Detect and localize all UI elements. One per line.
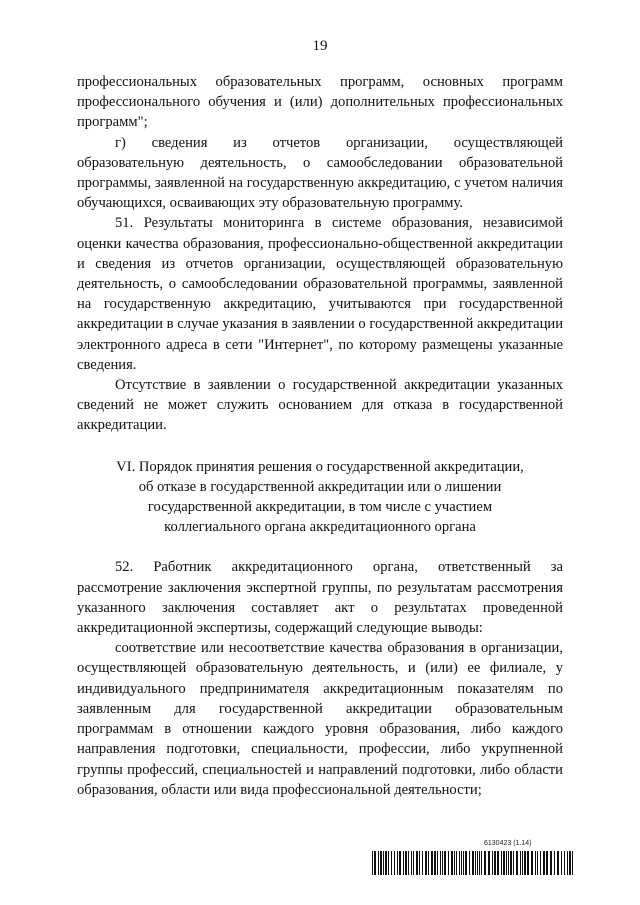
paragraph-51-note: Отсутствие в заявлении о государственной аккредитации указанных сведений не может служить основанием для отказа в государственной аккредитации. xyxy=(77,377,563,434)
section-heading xyxy=(77,457,563,538)
section-heading-line: коллегиального органа аккредитационного органа xyxy=(164,519,476,536)
section-heading-line: VI. Порядок принятия решения о государственной аккредитации, xyxy=(116,458,524,475)
paragraph-continuation: профессиональных образовательных программ, основных программ профессионального обучения и (или) дополнительных профессиональных программ"; xyxy=(77,74,563,131)
paragraph-51: 51. Результаты мониторинга в системе образования, независимой оценки качества образования, профессионально-общественной аккредитации и сведения из отчетов организации, осуществляющей образовательную деятельность, о самообследовании образовательной программы, заявленной на государственную аккредитацию, учитываются при государственной аккредитации в случае указания в заявлении о государственной аккредитации электронного адреса в сети "Интернет", по которому размещены указанные сведения. xyxy=(77,215,563,373)
document-body xyxy=(77,72,563,800)
section-heading-line: об отказе в государственной аккредитации или о лишении xyxy=(138,478,502,495)
page-number: 19 xyxy=(312,38,328,54)
paragraph-52-conclusion: соответствие или несоответствие качества образования в организации, осуществляющей образовательную деятельность, и (или) ее филиале, у индивидуального предпринимателя аккредитационным показателям по заявленным для государственной аккредитации образовательным программам в отношении каждого уровня образования, либо каждого направления подготовки, специальности, профессии, либо укрупненной группы профессий, специальностей и направлений подготовки, либо области образования, области или вида профессиональной деятельности; xyxy=(77,640,563,798)
paragraph-item-g: г) сведения из отчетов организации, осуществляющей образовательную деятельность, о самообследовании образовательной программы, заявленной на государственную аккредитацию, с учетом наличия обучающихся, осваивающих эту образовательную программу. xyxy=(77,134,563,212)
section-heading-line: государственной аккредитации, в том числе с участием xyxy=(147,499,493,516)
paragraph-52: 52. Работник аккредитационного органа, ответственный за рассмотрение заключения экспертной группы, по результатам рассмотрения указанного заключения составляет акт о результатах проведенной аккредитационной экспертизы, содержащий следующие выводы: xyxy=(77,559,563,637)
barcode-number: 6130423 (1.14) xyxy=(484,840,532,847)
barcode-icon xyxy=(372,851,574,875)
